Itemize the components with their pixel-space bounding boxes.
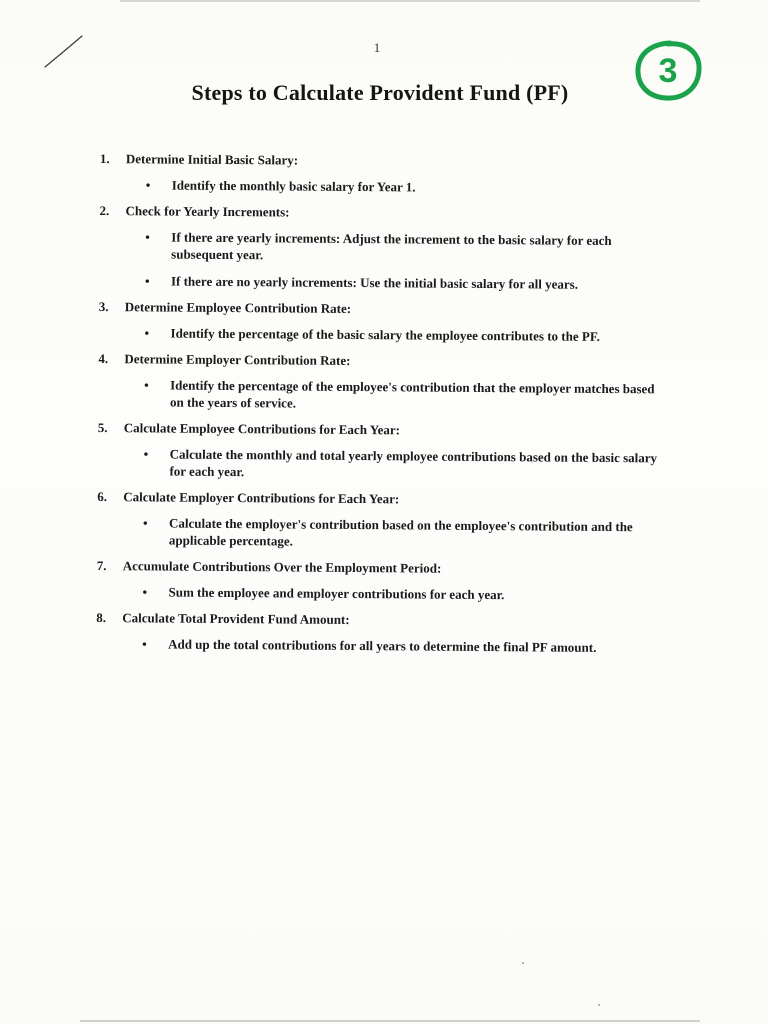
step-number: 4. <box>98 350 109 367</box>
bullet-list <box>99 228 699 294</box>
step-list <box>96 150 700 657</box>
bullet-icon: • <box>142 584 148 600</box>
bullet-icon: • <box>143 446 149 462</box>
step-number: 7. <box>96 557 107 574</box>
bullet-icon: • <box>143 515 148 531</box>
step-heading: Determine Initial Basic Salary: <box>125 151 299 168</box>
step-item-5 <box>97 419 698 493</box>
step-item-4 <box>98 350 699 424</box>
step-number: 6. <box>97 488 108 505</box>
step-item-7 <box>96 557 696 614</box>
scan-edge-top <box>120 0 700 2</box>
list-item: • Calculate the monthly and total yearly employee contributions based on the basic salary for each year. <box>143 446 658 480</box>
step-item-3 <box>98 298 698 355</box>
bullet-icon: • <box>144 273 150 289</box>
step-number: 5. <box>97 419 108 436</box>
step-number: 2. <box>99 202 110 219</box>
step-heading: Calculate Total Provident Fund Amount: <box>122 610 350 627</box>
bullet-list <box>97 445 697 484</box>
scan-edge-bottom <box>80 1020 700 1022</box>
bullet-icon: • <box>142 636 147 652</box>
step-item-2 <box>99 202 700 303</box>
list-item: • Identify the monthly basic salary for Year 1. <box>145 177 416 195</box>
list-item: • If there are yearly increments: Adjust the increment to the basic salary for each subsequent year. <box>145 229 612 263</box>
bullet-list <box>97 514 697 553</box>
scan-speck <box>598 1004 600 1006</box>
list-item: • Identify the percentage of the employee's contribution that the employer matches based on the years of service. <box>144 377 655 411</box>
circled-number-text: 3 <box>658 52 678 90</box>
scan-speck <box>522 962 524 964</box>
bullet-list <box>96 635 696 657</box>
page-number: 1 <box>373 40 381 55</box>
step-heading: Calculate Employer Contributions for Each Year: <box>123 489 400 507</box>
bullet-icon: • <box>144 325 150 341</box>
step-item-8 <box>96 609 696 657</box>
step-item-1 <box>100 150 700 207</box>
step-number: 1. <box>99 150 110 167</box>
step-number: 8. <box>96 609 107 626</box>
bullet-list <box>98 376 698 415</box>
list-item: • Add up the total contributions for all years to determine the final PF amount. <box>142 636 597 655</box>
list-item: • Identify the percentage of the basic salary the employee contributes to the PF. <box>144 325 600 344</box>
bullet-icon: • <box>145 177 151 193</box>
list-item: • Calculate the employer's contribution based on the employee's contribution and the applicable percentage. <box>143 515 633 549</box>
step-item-6 <box>97 488 698 562</box>
step-heading: Determine Employer Contribution Rate: <box>124 351 351 368</box>
bullet-icon: • <box>144 377 149 393</box>
step-number: 3. <box>98 298 109 315</box>
document-title: Steps to Calculate Provident Fund (PF) <box>191 80 569 105</box>
step-heading: Check for Yearly Increments: <box>125 203 290 220</box>
list-item: • If there are no yearly increments: Use the initial basic salary for all years. <box>144 273 579 292</box>
step-heading: Calculate Employee Contributions for Each Year: <box>123 420 401 438</box>
bullet-icon: • <box>145 229 150 245</box>
list-item: • Sum the employee and employer contributions for each year. <box>142 584 505 603</box>
step-heading: Accumulate Contributions Over the Employment Period: <box>122 558 442 576</box>
step-heading: Determine Employee Contribution Rate: <box>124 299 352 316</box>
